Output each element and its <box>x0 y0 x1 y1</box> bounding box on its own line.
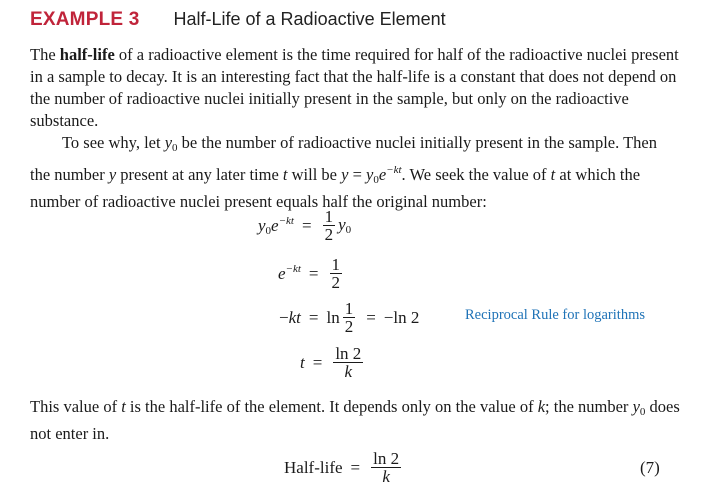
example-label: EXAMPLE 3 <box>30 9 140 30</box>
paragraph-2: To see why, let $y_0$ be the number of radioactive nuclei initially present in the sample. Then the number y present at any later time t will be $y = y_0e^{-kt}$. We seek the value of t at which the number of radioactive nuclei present equals half the original number: <box>30 133 657 211</box>
equation-number: (7) <box>640 458 660 477</box>
equation-step-4: t = $\frac{\ln 2}{k}$ <box>300 344 362 381</box>
paragraph-3: This value of t is the half-life of the element. It depends only on the value of k; the number $y_0$ does not enter in. <box>30 397 680 443</box>
half-life-formula: Half-life = $\frac{\ln 2}{k}$ <box>284 449 400 486</box>
example-heading <box>30 9 446 31</box>
side-note: Reciprocal Rule for logarithms <box>465 307 645 323</box>
equation-step-2: $e^{-kt}$ = $\frac{1}{2}$ <box>278 255 341 292</box>
equation-step-3: −kt = ln $\frac{1}{2}$ = −ln 2 <box>279 299 420 336</box>
equation-step-1: $y_0e^{-kt}$ = $\frac{1}{2}$ $y_0$ <box>258 207 352 244</box>
term-half-life: half-life <box>59 45 115 64</box>
example-title: Half-Life of a Radioactive Element <box>173 9 446 29</box>
half-life-label: Half-life <box>284 457 343 477</box>
paragraph-1: The half-life of a radioactive element is the time required for half of the radioactive nuclei present in a sample to decay. It is an interesting fact that the half-life is a constant that does not depend on the number of radioactive nuclei initially present in the sample, but only on the radioactive substance. <box>30 45 679 130</box>
